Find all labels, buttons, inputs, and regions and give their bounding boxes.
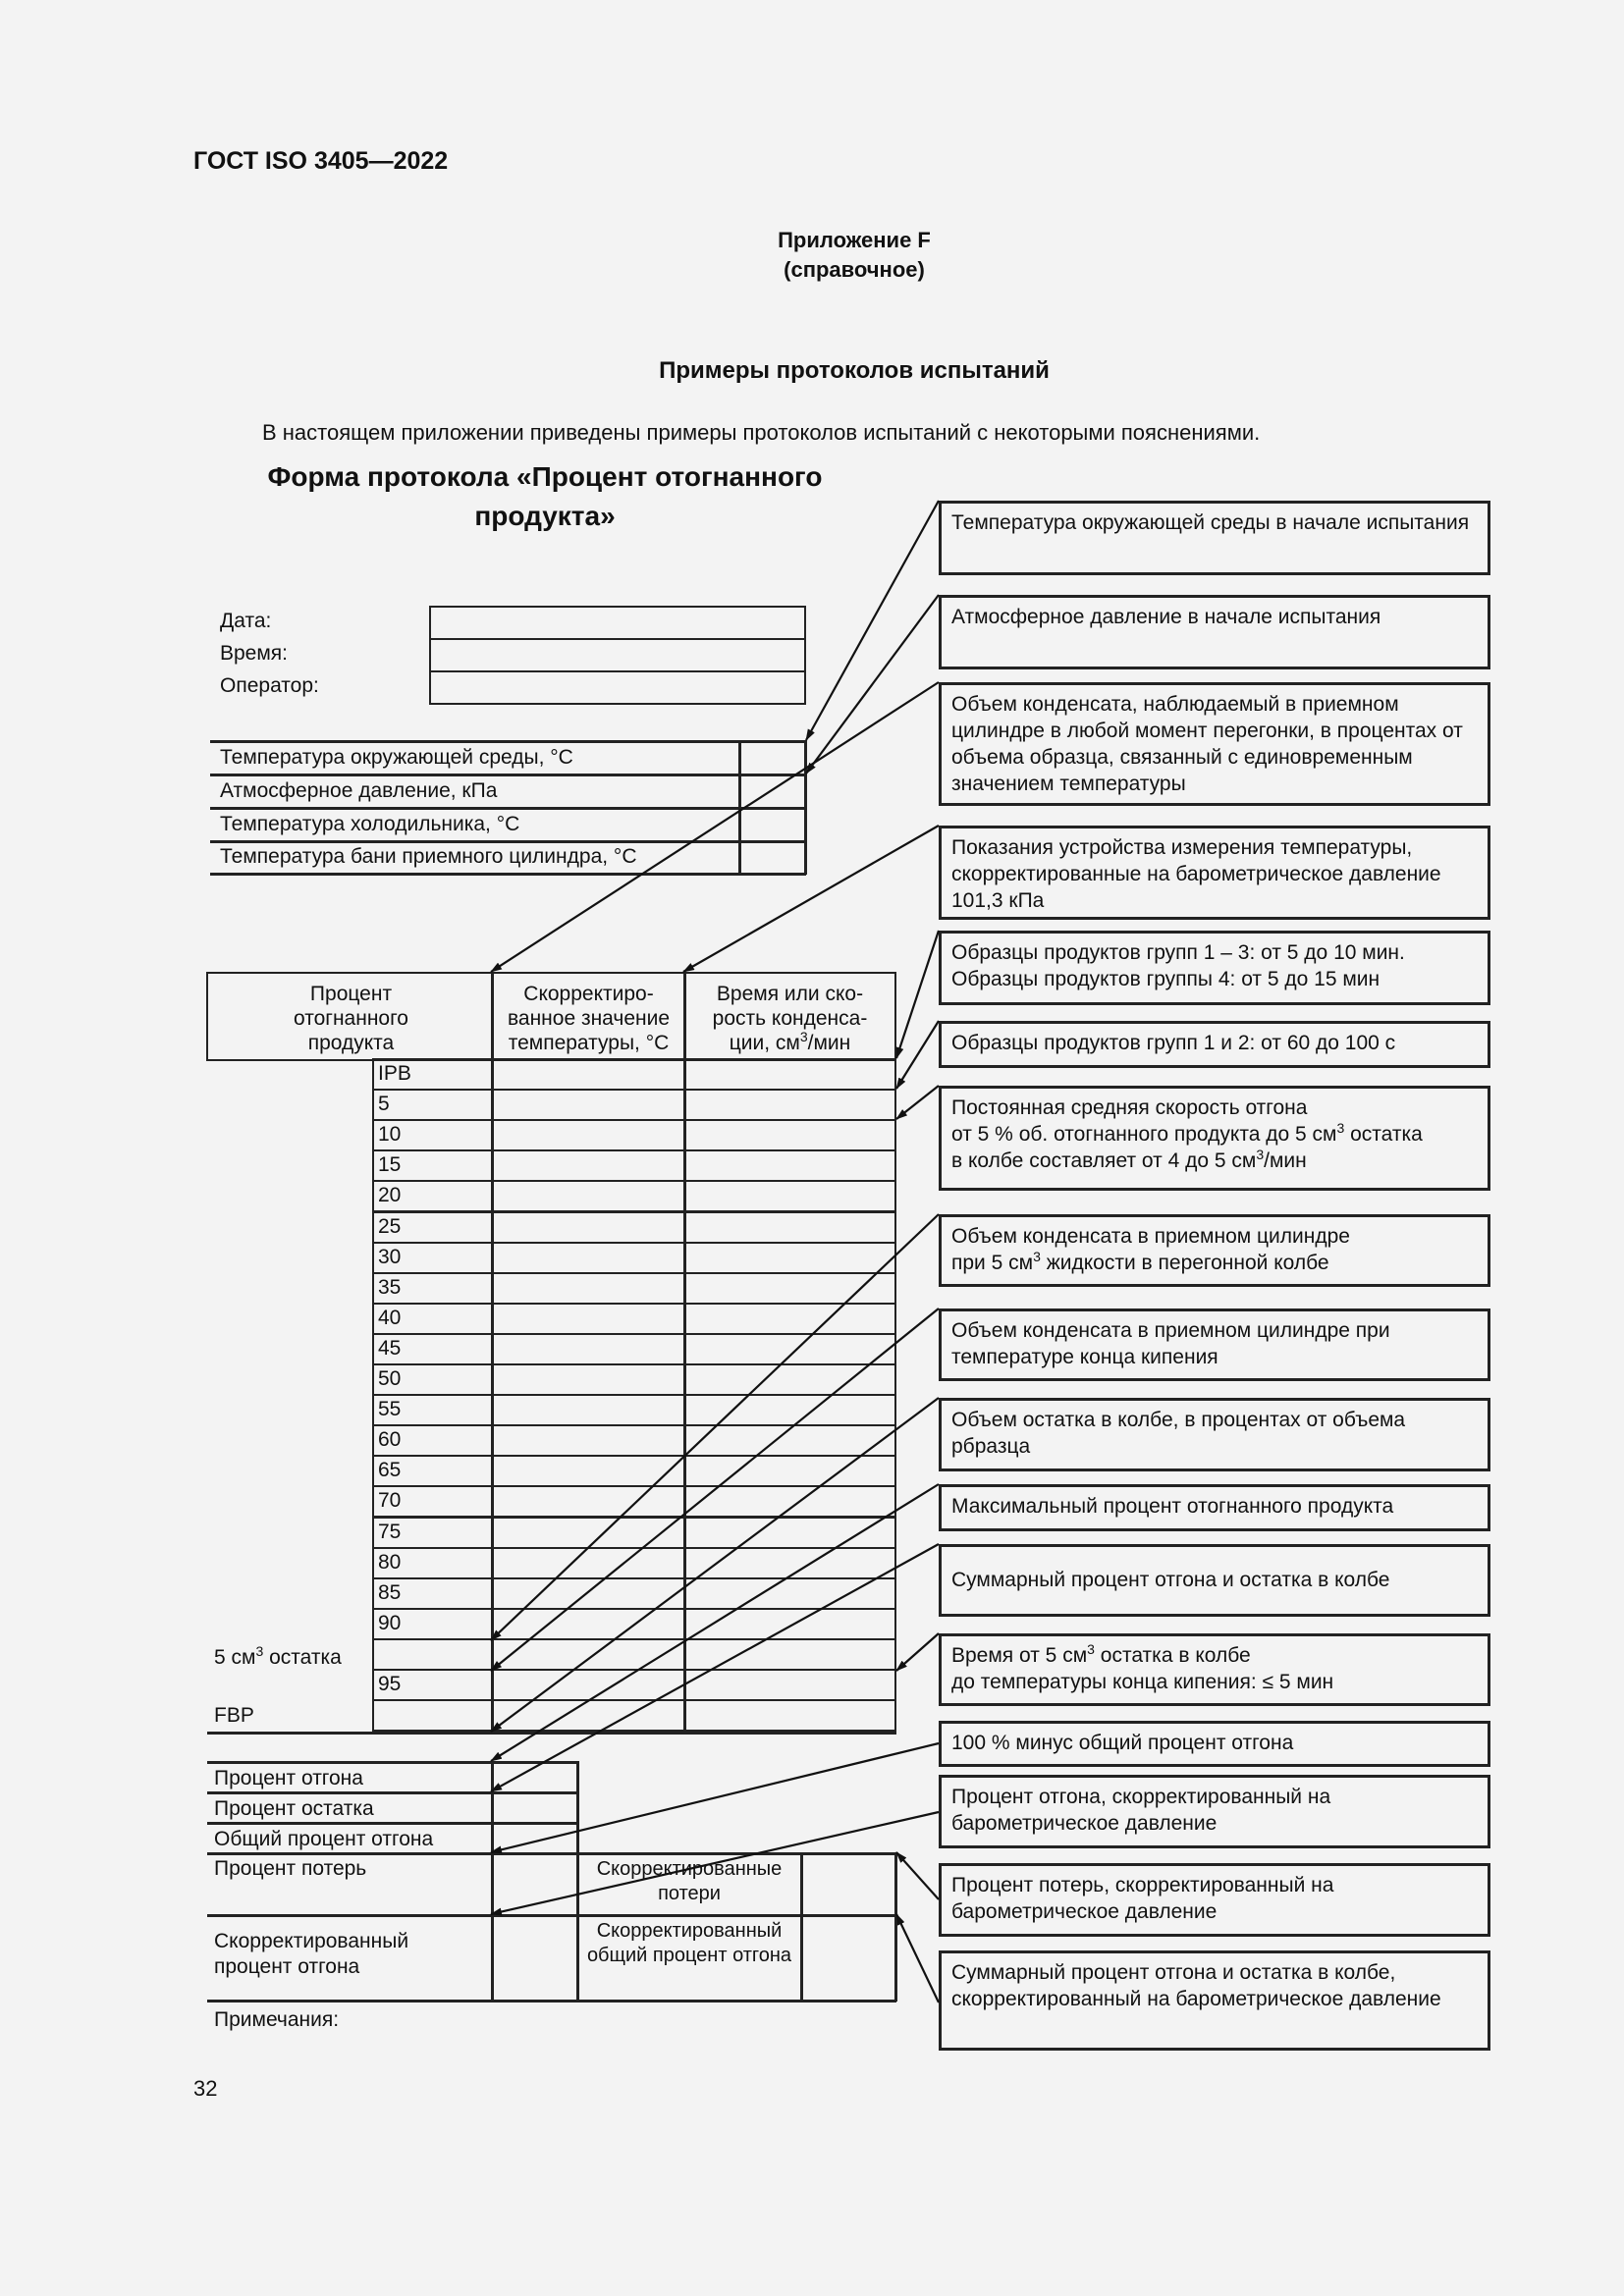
callout-max-recovery: Максимальный процент отогнанного продукта bbox=[939, 1484, 1490, 1531]
row-label: 55 bbox=[378, 1398, 402, 1421]
row-label: 45 bbox=[378, 1336, 402, 1360]
time-label: Время: bbox=[220, 642, 289, 665]
row-label: 90 bbox=[378, 1611, 402, 1634]
operator-label: Оператор: bbox=[220, 674, 319, 697]
row-label: 75 bbox=[378, 1520, 402, 1543]
pressure-label: Атмосферное давление, кПа bbox=[220, 779, 498, 802]
page-number: 32 bbox=[193, 2076, 218, 2101]
header-percent-text: Процент отогнанного продукта bbox=[294, 983, 408, 1054]
condenser-temp-label: Температура холодильника, °С bbox=[220, 813, 520, 835]
row-label: 30 bbox=[378, 1245, 402, 1268]
corrected-total-label: Скорректированный общий процент отгона bbox=[586, 1920, 792, 1966]
row-label: 70 bbox=[378, 1489, 402, 1513]
notes-label: Примечания: bbox=[214, 2008, 340, 2031]
callout-time-groups: Образцы продуктов групп 1 – 3: от 5 до 10 мин. Образцы продуктов группы 4: от 5 до 15 мин bbox=[939, 931, 1490, 1005]
callout-5cm3-liquid: Объем конденсата в приемном цилиндре при 5 $см^3$ жидкости в перегонной колбе bbox=[939, 1214, 1490, 1287]
residue-label: 5 $см^3$ остатка bbox=[214, 1643, 342, 1669]
callout-residue-volume: Объем остатка в колбе, в процентах от объема рбразца bbox=[939, 1398, 1490, 1471]
row-label: 95 bbox=[378, 1673, 402, 1695]
callout-ambient-temp: Температура окружающей среды в начале испытания bbox=[939, 501, 1490, 575]
header-time-text: Время или ско- рость конденса- ции, $см^3$/мин bbox=[712, 983, 868, 1054]
callout-pressure: Атмосферное давление в начале испытания bbox=[939, 595, 1490, 669]
row-label: IPB bbox=[378, 1062, 411, 1085]
appendix-title: Приложение F bbox=[778, 228, 931, 252]
row-label: 40 bbox=[378, 1306, 402, 1329]
fbp-label: FBP bbox=[214, 1704, 254, 1727]
row-label: 25 bbox=[378, 1214, 402, 1238]
standard-header: ГОСТ ISO 3405—2022 bbox=[193, 147, 449, 175]
row-label: 10 bbox=[378, 1123, 402, 1147]
callout-sum-recovery-residue: Суммарный процент отгона и остатка в колбе bbox=[939, 1544, 1490, 1617]
row-label: 60 bbox=[378, 1428, 402, 1452]
residue-percent-label: Процент остатка bbox=[214, 1797, 374, 1820]
callout-fbp-volume: Объем конденсата в приемном цилиндре при температуре конца кипения bbox=[939, 1308, 1490, 1381]
corrected-recovery-label: Скорректированный процент отгона bbox=[214, 1930, 409, 1978]
recovery-label: Процент отгона bbox=[214, 1767, 363, 1789]
header-temp-text: Скорректиро- ванное значение температуры, °С bbox=[507, 983, 671, 1054]
callout-time-to-fbp: Время от 5 $см^3$ остатка в колбе до температуры конца кипения: ≤ 5 мин bbox=[939, 1633, 1490, 1706]
callout-corrected-loss: Процент потерь, скорректированный на барометрическое давление bbox=[939, 1863, 1490, 1937]
row-label: 80 bbox=[378, 1550, 402, 1574]
section-title: Примеры протоколов испытаний bbox=[659, 357, 1050, 384]
callout-condensate-volume: Объем конденсата, наблюдаемый в приемном цилиндре в любой момент перегонки, в процентах от объема образца, связанный с единовременным значением температуры bbox=[939, 682, 1490, 806]
ambient-temp-label: Температура окружающей среды, °С bbox=[220, 746, 573, 769]
row-label: 65 bbox=[378, 1459, 402, 1482]
row-label: 20 bbox=[378, 1184, 402, 1207]
corrected-loss-label: Скорректированные потери bbox=[596, 1858, 783, 1904]
appendix-subtitle: (справочное) bbox=[784, 257, 925, 282]
callout-corrected-recovery: Процент отгона, скорректированный на барометрическое давление bbox=[939, 1775, 1490, 1848]
total-recovery-label: Общий процент отгона bbox=[214, 1828, 434, 1850]
intro-text: В настоящем приложении приведены примеры протоколов испытаний с некоторыми пояснениями. bbox=[262, 420, 1261, 445]
callout-loss: 100 % минус общий процент отгона bbox=[939, 1721, 1490, 1767]
row-label: 15 bbox=[378, 1153, 402, 1177]
callout-corrected-temp: Показания устройства измерения температуры, скорректированные на барометрическое давление 101,3 кПа bbox=[939, 826, 1490, 920]
row-label: 35 bbox=[378, 1275, 402, 1299]
row-label: 85 bbox=[378, 1580, 402, 1604]
date-label: Дата: bbox=[220, 610, 272, 632]
row-label: 5 bbox=[378, 1093, 390, 1116]
row-label: 50 bbox=[378, 1367, 402, 1390]
callout-time-groups-1-2: Образцы продуктов групп 1 и 2: от 60 до 100 с bbox=[939, 1021, 1490, 1068]
callout-corrected-sum: Суммарный процент отгона и остатка в колбе, скорректированный на барометрическое давление bbox=[939, 1950, 1490, 2051]
callout-distillation-rate: Постоянная средняя скорость отгона от 5 % об. отогнанного продукта до 5 $см^3$ остатка в колбе составляет от 4 до 5 $см^3$/мин bbox=[939, 1086, 1490, 1191]
bath-temp-label: Температура бани приемного цилиндра, °С bbox=[220, 845, 637, 868]
loss-label: Процент потерь bbox=[214, 1857, 367, 1880]
form-title: Форма протокола «Процент отогнанного продукта» bbox=[267, 461, 823, 531]
